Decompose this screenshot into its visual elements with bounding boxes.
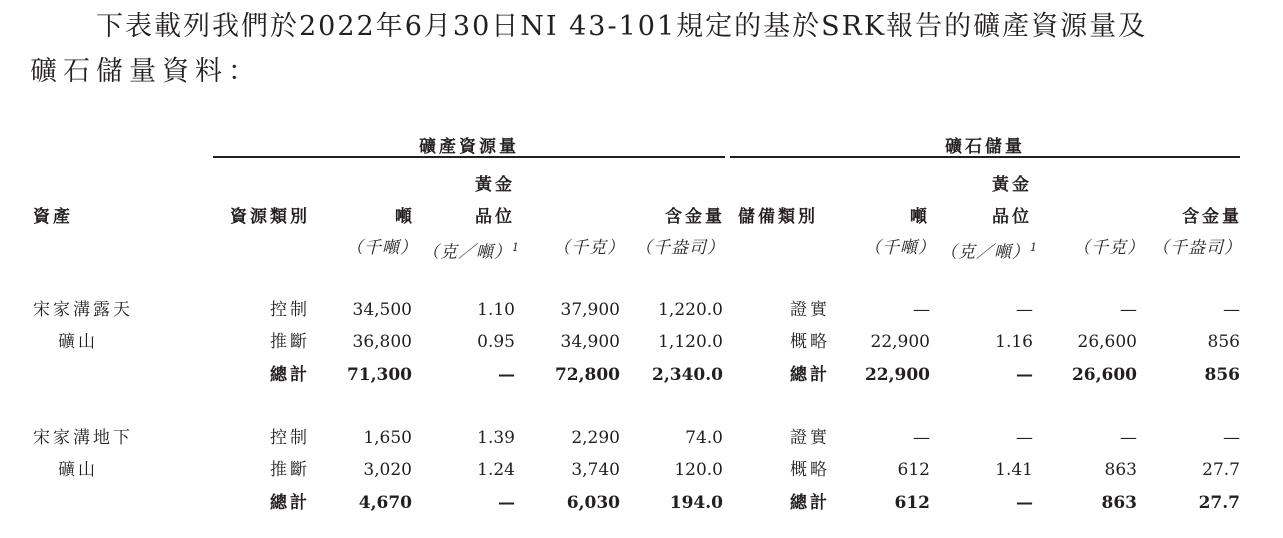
unit-kg-resources: （千克）: [553, 238, 625, 258]
cell-res-kg: 37,900: [560, 300, 620, 320]
cell-rsv-t: 612: [897, 460, 930, 480]
unit-grade-text: （克／噸）: [940, 242, 1030, 263]
cell-res-cat: 總計: [270, 493, 310, 513]
unit-koz-resources: （千盎司）: [635, 238, 725, 258]
cell-rsv-kg: 26,600: [1077, 332, 1137, 352]
group-header-reserves: 礦石儲量: [945, 137, 1025, 157]
cell-rsv-kg: 26,600: [1071, 365, 1137, 385]
cell-res-kg: 6,030: [566, 493, 620, 513]
cell-rsv-oz: 856: [1204, 365, 1240, 385]
cell-res-kg: 34,900: [560, 332, 620, 352]
cell-rsv-t: —: [913, 300, 930, 320]
cell-rsv-kg: 863: [1101, 493, 1137, 513]
intro-line-1: 下表載列我們於2022年6月30日NI 43-101規定的基於SRK報告的礦產資源量及: [96, 11, 1148, 42]
cell-res-grade: 0.95: [477, 332, 515, 352]
header-grade-reserves: 品位: [992, 207, 1032, 227]
cell-res-t: 1,650: [363, 428, 412, 448]
cell-res-cat: 推斷: [270, 460, 310, 480]
cell-res-t: 4,670: [358, 493, 412, 513]
header-grade-resources: 品位: [475, 207, 515, 227]
cell-rsv-cat: 證實: [790, 428, 830, 448]
cell-res-grade: 1.39: [477, 428, 515, 448]
header-contained-gold-reserves: 含金量: [1182, 207, 1242, 227]
cell-res-oz: 74.0: [685, 428, 723, 448]
cell-res-kg: 3,740: [571, 460, 620, 480]
cell-res-oz: 1,120.0: [658, 332, 723, 352]
cell-rsv-grade: —: [1016, 300, 1033, 320]
header-gold-reserves: 黃金: [992, 175, 1032, 195]
cell-res-cat: 控制: [270, 300, 310, 320]
unit-ktonnes-resources: （千噸）: [346, 238, 418, 258]
footnote-1: 1: [1030, 241, 1038, 254]
cell-asset: 宋家溝露天: [33, 300, 133, 320]
cell-res-grade: —: [498, 493, 515, 513]
cell-res-grade: 1.10: [477, 300, 515, 320]
header-contained-gold-resources: 含金量: [665, 207, 725, 227]
cell-rsv-cat: 概略: [790, 332, 830, 352]
cell-rsv-kg: 863: [1104, 460, 1137, 480]
cell-rsv-oz: 27.7: [1202, 460, 1240, 480]
cell-rsv-oz: 856: [1207, 332, 1240, 352]
cell-rsv-grade: —: [1016, 493, 1033, 513]
unit-grade-text: （克／噸）: [422, 242, 512, 263]
intro-paragraph: [30, 4, 1245, 94]
cell-rsv-kg: —: [1120, 300, 1137, 320]
cell-asset: 宋家溝地下: [33, 428, 133, 448]
cell-rsv-t: —: [913, 428, 930, 448]
cell-rsv-grade: —: [1016, 428, 1033, 448]
cell-res-t: 34,500: [352, 300, 412, 320]
cell-rsv-oz: —: [1223, 428, 1240, 448]
cell-rsv-grade: 1.41: [995, 460, 1033, 480]
cell-res-cat: 推斷: [270, 332, 310, 352]
cell-res-cat: 總計: [270, 365, 310, 385]
cell-res-kg: 72,800: [554, 365, 620, 385]
cell-res-oz: 2,340.0: [652, 365, 723, 385]
cell-rsv-t: 22,900: [870, 332, 930, 352]
cell-res-oz: 194.0: [669, 493, 723, 513]
cell-rsv-cat: 總計: [790, 493, 830, 513]
cell-rsv-cat: 概略: [790, 460, 830, 480]
intro-line-2: 礦石儲量資料：: [30, 56, 261, 87]
header-gold-resources: 黃金: [475, 175, 515, 195]
cell-res-t: 3,020: [363, 460, 412, 480]
cell-rsv-cat: 證實: [790, 300, 830, 320]
cell-res-t: 71,300: [346, 365, 412, 385]
header-resource-category: 資源類別: [230, 207, 310, 227]
cell-asset: 礦山: [58, 460, 98, 480]
group-header-resources: 礦產資源量: [419, 137, 519, 157]
cell-rsv-t: 612: [894, 493, 930, 513]
unit-grade-resources: [422, 237, 520, 264]
cell-res-kg: 2,290: [571, 428, 620, 448]
header-reserve-category: 儲備類別: [738, 207, 818, 227]
header-tonnes-resources: 噸: [395, 207, 415, 227]
cell-res-oz: 1,220.0: [658, 300, 723, 320]
unit-grade-reserves: [940, 237, 1038, 264]
cell-res-grade: —: [498, 365, 515, 385]
cell-res-t: 36,800: [352, 332, 412, 352]
unit-kg-reserves: （千克）: [1073, 238, 1145, 258]
unit-ktonnes-reserves: （千噸）: [864, 238, 936, 258]
cell-rsv-oz: —: [1223, 300, 1240, 320]
group-rule-resources: [213, 156, 725, 158]
cell-rsv-oz: 27.7: [1198, 493, 1240, 513]
cell-asset: 礦山: [58, 332, 98, 352]
cell-rsv-grade: 1.16: [995, 332, 1033, 352]
cell-res-grade: 1.24: [477, 460, 515, 480]
header-asset: 資產: [33, 207, 73, 227]
footnote-1: 1: [512, 241, 520, 254]
cell-res-cat: 控制: [270, 428, 310, 448]
cell-rsv-t: 22,900: [864, 365, 930, 385]
cell-rsv-grade: —: [1016, 365, 1033, 385]
cell-rsv-cat: 總計: [790, 365, 830, 385]
unit-koz-reserves: （千盎司）: [1152, 238, 1242, 258]
cell-res-oz: 120.0: [674, 460, 723, 480]
group-rule-reserves: [730, 156, 1240, 158]
cell-rsv-kg: —: [1120, 428, 1137, 448]
header-tonnes-reserves: 噸: [910, 207, 930, 227]
